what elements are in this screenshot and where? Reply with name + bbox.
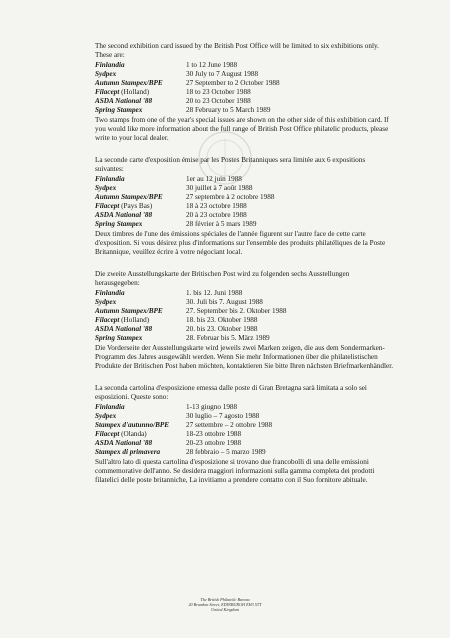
outro-paragraph: Two stamps from one of the year's special issues are shown on the other side of this exhibition card. If you would like more information about the full range of British Post Office philatelic products, please write to your local dealer. xyxy=(95,116,389,142)
exhibition-date: 30 juillet à 7 août 1988 xyxy=(186,184,253,192)
exhibition-name: ASDA National '88 xyxy=(95,211,153,219)
outro-paragraph: Deux timbres de l'une des émissions spéciales de l'année figurent sur l'autre face de cette carte d'exposition. Si vous désirez plus d'informations sur l'ensemble des produits philatéliques de la Poste Britannique, veuillez écrire à votre négociant local. xyxy=(95,230,386,256)
intro-paragraph: The second exhibition card issued by the British Post Office will be limited to six exhibitions only. These are: xyxy=(95,42,379,59)
exhibition-date: 28 February to 5 March 1989 xyxy=(186,106,271,114)
exhibition-row xyxy=(95,97,395,106)
exhibition-row xyxy=(95,70,395,79)
exhibition-row xyxy=(95,334,395,343)
exhibition-name: Finlandia xyxy=(95,403,125,411)
exhibition-date: 30 July to 7 August 1988 xyxy=(186,70,259,78)
section-german xyxy=(95,270,395,371)
exhibition-row xyxy=(95,193,395,202)
exhibition-name: Sydpex xyxy=(95,70,117,78)
exhibition-date: 18 to 23 October 1988 xyxy=(186,88,251,96)
section-english xyxy=(95,42,395,143)
exhibition-date: 28 febbraio – 5 marzo 1989 xyxy=(186,448,266,456)
exhibition-date: 27. September bis 2. Oktober 1988 xyxy=(186,307,287,315)
exhibition-name: Finlandia xyxy=(95,175,125,183)
exhibition-date: 18 à 23 octobre 1988 xyxy=(186,202,247,210)
exhibition-row xyxy=(95,439,395,448)
intro-paragraph: Die zweite Ausstellungskarte der Britischen Post wird zu folgenden sechs Ausstellungen herausgegeben: xyxy=(95,270,350,287)
exhibition-date: 18-23 ottobre 1988 xyxy=(186,430,242,438)
exhibition-date: 1. bis 12. Juni 1988 xyxy=(186,289,243,297)
exhibition-row xyxy=(95,289,395,298)
footer-address: 20 Brandon Street, EDINBURGH EH3 5TT xyxy=(188,602,262,607)
footer-country: United Kingdom xyxy=(211,607,239,612)
exhibition-name: Finlandia xyxy=(95,61,125,69)
section-italian xyxy=(95,384,395,485)
exhibition-date: 30. Juli bis 7. August 1988 xyxy=(186,298,263,306)
exhibition-row xyxy=(95,106,395,115)
exhibition-row xyxy=(95,298,395,307)
exhibition-name: Autumn Stampex/BPE xyxy=(95,307,163,315)
exhibition-note: (Pays Bas) xyxy=(121,202,153,210)
exhibition-note: (Holland) xyxy=(121,88,150,96)
exhibition-name: Sydpex xyxy=(95,184,117,192)
exhibition-row xyxy=(95,202,395,211)
exhibition-date: 27 settembre – 2 ottobre 1988 xyxy=(186,421,273,429)
exhibition-row xyxy=(95,403,395,412)
exhibition-date: 28. Februar bis 5. März 1989 xyxy=(186,334,270,342)
outro-paragraph: Sull'altro lato di questa cartolina d'esposizione si trovano due francobolli di una delle emissioni commemorative dell'anno. Se desidera maggiori informazioni sulla gamma completa dei prodotti filatelici delle poste britanniche, La invitiamo a prendere contatto con il Suo fornitore abituale. xyxy=(95,458,375,484)
intro-paragraph: La seconde carte d'exposition émise par les Postes Britanniques sera limitée aux 6 expositions suivantes: xyxy=(95,156,366,173)
exhibition-date: 20. bis 23. Oktober 1988 xyxy=(186,325,258,333)
exhibition-row xyxy=(95,79,395,88)
exhibition-date: 28 février à 5 mars 1989 xyxy=(186,220,257,228)
exhibition-list xyxy=(95,175,395,229)
exhibition-date: 20-23 ottobre 1988 xyxy=(186,439,242,447)
exhibition-name: Filacept xyxy=(95,88,120,96)
exhibition-name: ASDA National '88 xyxy=(95,439,153,447)
exhibition-row xyxy=(95,61,395,70)
exhibition-name: Autumn Stampex/BPE xyxy=(95,193,163,201)
exhibition-name: Sydpex xyxy=(95,412,117,420)
exhibition-date: 27 septembre à 2 octobre 1988 xyxy=(186,193,275,201)
exhibition-date: 18. bis 23. Oktober 1988 xyxy=(186,316,258,324)
section-french xyxy=(95,156,395,257)
exhibition-note: (Holland) xyxy=(121,316,150,324)
exhibition-date: 1er au 12 juin 1988 xyxy=(186,175,242,183)
exhibition-row xyxy=(95,421,395,430)
exhibition-row xyxy=(95,220,395,229)
exhibition-name: Autumn Stampex/BPE xyxy=(95,79,163,87)
exhibition-name: Finlandia xyxy=(95,289,125,297)
exhibition-name: ASDA National '88 xyxy=(95,325,153,333)
exhibition-row xyxy=(95,175,395,184)
exhibition-row xyxy=(95,88,395,97)
publisher-footer xyxy=(170,597,280,612)
exhibition-name: Filacept xyxy=(95,430,120,438)
exhibition-name: Spring Stampex xyxy=(95,220,143,228)
exhibition-row xyxy=(95,448,395,457)
exhibition-name: Spring Stampex xyxy=(95,106,143,114)
document-body xyxy=(95,42,395,498)
exhibition-row xyxy=(95,430,395,439)
exhibition-list xyxy=(95,403,395,457)
exhibition-date: 1 to 12 June 1988 xyxy=(186,61,238,69)
exhibition-row xyxy=(95,316,395,325)
intro-paragraph: La seconda cartolina d'esposizione emessa dalle poste di Gran Bretagna sarà limitata a solo sei esposizioni. Queste sono: xyxy=(95,384,367,401)
exhibition-name: Sydpex xyxy=(95,298,117,306)
exhibition-date: 20 to 23 October 1988 xyxy=(186,97,251,105)
exhibition-note: (Olanda) xyxy=(121,430,147,438)
exhibition-name: Spring Stampex xyxy=(95,334,143,342)
exhibition-name: Filacept xyxy=(95,316,120,324)
exhibition-name: Stampex di primavera xyxy=(95,448,161,456)
exhibition-list xyxy=(95,61,395,115)
exhibition-name: Filacept xyxy=(95,202,120,210)
exhibition-row xyxy=(95,412,395,421)
exhibition-name: ASDA National '88 xyxy=(95,97,153,105)
exhibition-date: 27 September to 2 October 1988 xyxy=(186,79,280,87)
exhibition-row xyxy=(95,307,395,316)
exhibition-date: 1-13 giugno 1988 xyxy=(186,403,238,411)
exhibition-row xyxy=(95,325,395,334)
footer-org: The British Philatelic Bureau xyxy=(200,597,250,602)
exhibition-list xyxy=(95,289,395,343)
exhibition-date: 20 à 23 octobre 1988 xyxy=(186,211,247,219)
exhibition-name: Stampex d'autunno/BPE xyxy=(95,421,170,429)
outro-paragraph: Die Vorderseite der Ausstellungskarte wird jeweils zwei Marken zeigen, die aus dem Sondermarken-Programm des Jahres ausgewählt werden. Wenn Sie mehr Informationen über die philatelistischen Produkte der Britischen Post haben möchten, kontaktieren Sie bitte Ihren nächsten Briefmarkenhändler. xyxy=(95,344,393,370)
exhibition-row xyxy=(95,211,395,220)
exhibition-row xyxy=(95,184,395,193)
exhibition-date: 30 luglio – 7 agosto 1988 xyxy=(186,412,260,420)
